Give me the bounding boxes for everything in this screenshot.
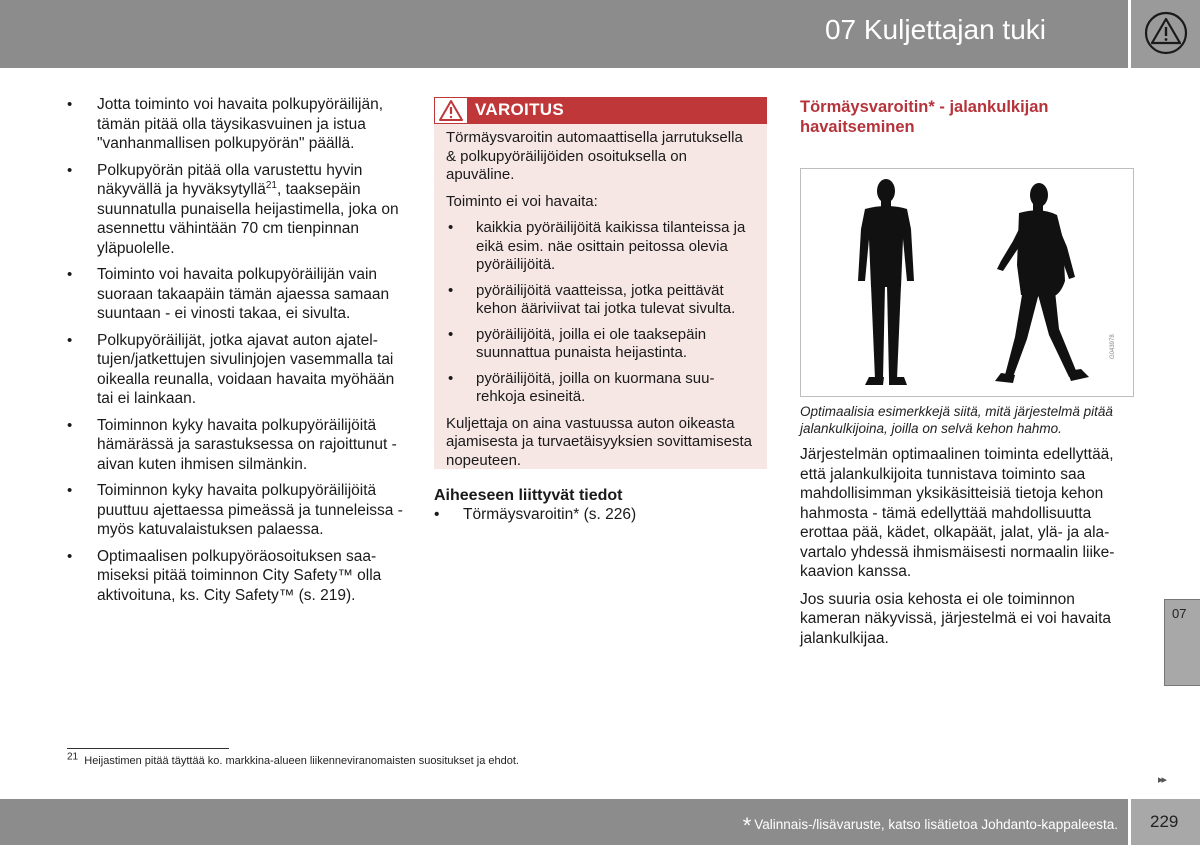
warning-body [434, 124, 767, 470]
figure-code: G043978 [1110, 334, 1116, 359]
warning-cannot-detect: Toiminto ei voi havaita: [446, 192, 598, 210]
list-item-text: Polkupyörän pitää olla varustettu hyvin näkyvällä ja hyväksytyllä [97, 161, 363, 198]
list-item: • Toiminnon kyky havaita polkupyöräilijöitä hämärässä ja sarastuksessa on rajoittunut - aivan kuten ihmisen silmänkin. [67, 416, 404, 475]
warning-box [434, 97, 767, 469]
warning-icon-box [434, 97, 468, 124]
related-link[interactable]: • Törmäysvaroitin* (s. 226) [434, 505, 767, 524]
footnote-number: 21 [67, 751, 79, 763]
footer-note-text: Valinnais-/lisävaruste, katso lisätietoa Johdanto-kappaleesta. [754, 817, 1118, 832]
list-item [67, 161, 404, 259]
warning-triangle-icon [438, 99, 464, 122]
chapter-title: 07 Kuljettajan tuki [824, 14, 1046, 45]
list-item-text: , taaksepäin suunnatulla punaisella heijastimella, joka on asennettu vähintään 70 cm tienpinnan yläpuolelle. [97, 181, 399, 257]
page-number-box [1131, 799, 1200, 845]
next-page-arrow-icon: ▸▸ [1158, 774, 1166, 786]
related-info-title: Aiheeseen liittyvät tiedot [434, 487, 623, 504]
footer-note [743, 813, 1118, 839]
chapter-tab[interactable] [1164, 599, 1200, 686]
middle-column [434, 97, 767, 524]
body-paragraph: Järjestelmän optimaalinen toiminta edellyttää, että jalankulkijoita tunnistava toiminto saa mahdollisimman yksikäsitteisiä tietoja kehon hahmosta - tämä edellyttää mahdollisuutta erottaa pää, kädet, olkapäät, jalat, ylä- ja alavartalo yhdessä ihmismäisesti normaalin liikekaavion kanssa. [800, 446, 1115, 580]
pedestrian-figure [800, 168, 1134, 397]
figure-caption: Optimaalisia esimerkkejä siitä, mitä järjestelmä pitää jalankulkijoina, joilla on selvä kehon hahmo. [800, 404, 1113, 436]
list-item: • Polkupyöräilijät, jotka ajavat auton ajateltujen/jatkettujen sivulinjojen vasemmalla tai oikealla reunalla, voidaan havaita myöhään tai ei lainkaan. [67, 331, 404, 409]
footnote [67, 751, 519, 767]
pedestrian-silhouettes-illustration [801, 169, 1133, 396]
left-column [67, 95, 404, 612]
page-number: 229 [1150, 812, 1179, 831]
list-item: • Optimaalisen polkupyöräosoituksen saamiseksi pitää toiminnon City Safety™ olla aktivoituna, ks. City Safety™ (s. 219). [67, 547, 404, 606]
footer-star: * [742, 813, 752, 838]
footer-bar [0, 799, 1128, 845]
list-item: • kaikkia pyöräilijöitä kaikissa tilanteissa ja eikä esim. näe osittain peitossa olevia pyöräilijöitä. [446, 219, 755, 275]
warning-list [446, 219, 755, 407]
warning-responsibility: Kuljettaja on aina vastuussa auton oikeasta ajamisesta ja turvaetäisyyksien sovittamisesta nopeuteen. [446, 414, 752, 469]
right-column [800, 97, 1134, 648]
footnote-ref[interactable]: 21 [265, 179, 277, 191]
header-bar [0, 0, 1128, 68]
list-item: • pyöräilijöitä vaatteissa, jotka peittävät kehon ääriviivat tai jotka tulevat sivulta. [446, 282, 755, 319]
list-item: • Jotta toiminto voi havaita polkupyöräilijän, tämän pitää olla täysikasvuinen ja istua "vanhanmallisen polkupyörän" päällä. [67, 95, 404, 154]
warning-intro: Törmäysvaroitin automaattisella jarrutuksella & polkupyöräilijöiden osoituksella on apuväline. [446, 129, 743, 183]
list-item: • pyöräilijöitä, joilla ei ole taaksepäin suunnattua punaista heijastinta. [446, 326, 755, 363]
related-info-list [434, 505, 767, 524]
footnote-text: Heijastimen pitää täyttää ko. markkina-alueen liikenneviranomaisten suositukset ja ehdot. [84, 755, 519, 767]
header-icon-box [1131, 0, 1200, 68]
bicyclist-requirements-list [67, 95, 404, 605]
body-paragraph: Jos suuria osia kehosta ei ole toiminnon kameran näkyvissä, järjestelmä ei voi havaita jalankulkijaa. [800, 590, 1111, 647]
list-item: • Toiminto voi havaita polkupyöräilijän vain suoraan takaapäin tämän ajaessa samaan suuntaan - ei vinosti takaa, ei sivulta. [67, 265, 404, 324]
list-item: • Toiminnon kyky havaita polkupyöräilijöitä puuttuu ajettaessa pimeässä ja tunneleissa - myös katuvalaistuksen palaessa. [67, 481, 404, 540]
footnote-divider [67, 748, 229, 749]
chapter-tab-label: 07 [1172, 606, 1187, 621]
section-title: Törmäysvaroitin* - jalankulkijan havaitseminen [800, 98, 1049, 136]
warning-header [434, 97, 767, 124]
warning-triangle-icon [1143, 11, 1189, 55]
list-item: • pyöräilijöitä, joilla on kuormana suurehkoja esineitä. [446, 370, 755, 407]
warning-title: VAROITUS [475, 100, 564, 119]
